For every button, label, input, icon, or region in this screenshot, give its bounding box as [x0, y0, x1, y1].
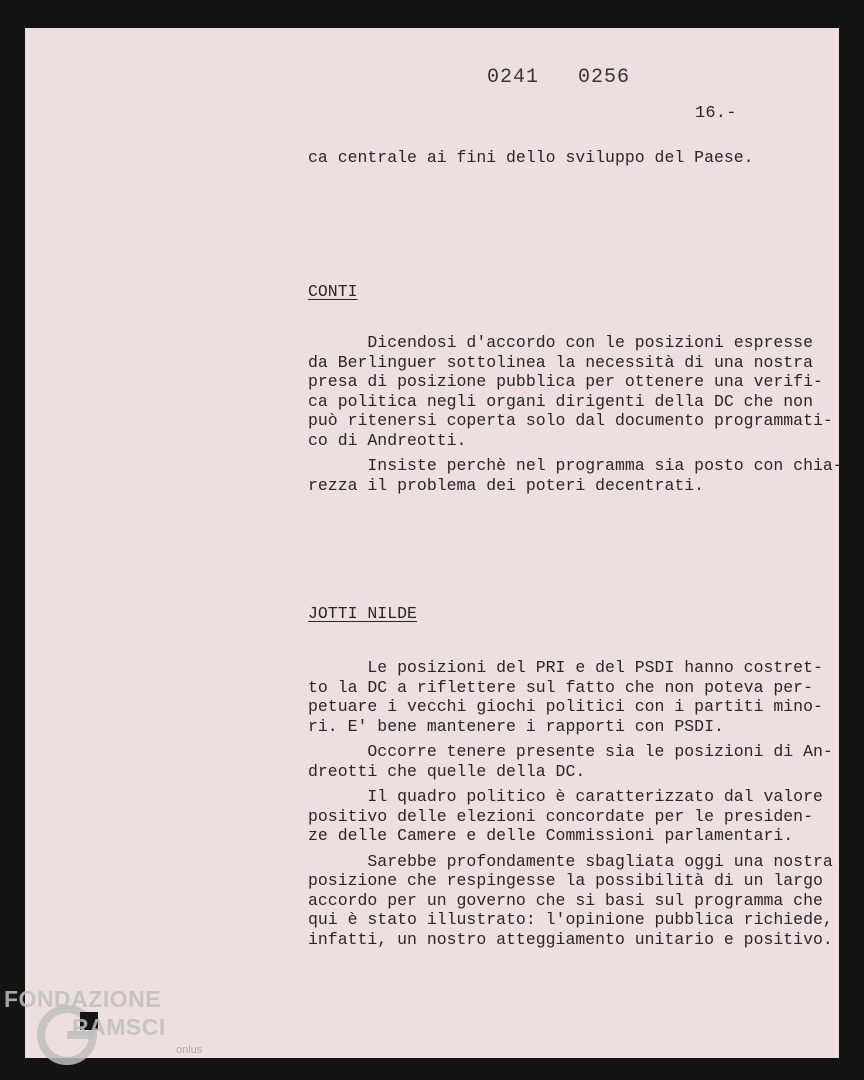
paragraph: Le posizioni del PRI e del PSDI hanno costret- to la DC a riflettere sul fatto che non poteva per- petuare i vecchi giochi politici con i partiti mino- ri. E' bene mantenere i rapporti con PSDI.: [308, 658, 823, 736]
paragraph: Insiste perchè nel programma sia posto con chia- rezza il problema dei poteri decentrati.: [308, 456, 843, 495]
paragraph: Dicendosi d'accordo con le posizioni espresse da Berlinguer sottolinea la necessità di una nostra presa di posizione pubblica per ottenere una verifi- ca politica negli organi dirigenti della DC che non può ritenersi coperta solo dal documento programmati- co di Andreotti.: [308, 333, 833, 450]
paragraph: Occorre tenere presente sia le posizioni di An- dreotti che quelle della DC.: [308, 742, 833, 781]
section-heading-jotti-nilde: JOTTI NILDE: [308, 604, 417, 623]
opening-line-block: [308, 148, 828, 168]
watermark-line-3: onlus: [176, 1044, 203, 1056]
section-jotti-body: [308, 658, 833, 949]
document-page: [25, 28, 843, 1058]
section-heading-conti: CONTI: [308, 282, 358, 301]
archive-number: 0241 0256: [487, 66, 631, 89]
page-number: 16.-: [695, 104, 737, 123]
paragraph: Sarebbe profondamente sbagliata oggi una nostra posizione che respingesse la possibilità di un largo accordo per un governo che si basi sul programma che qui è stato illustrato: l'opinione pubblica richiede, infatti, un nostro atteggiamento unitario e positivo.: [308, 851, 833, 949]
watermark-logo: [4, 984, 224, 1076]
section-conti-body: [308, 333, 843, 495]
watermark-line-2: RAMSCI: [72, 1014, 166, 1040]
opening-line: ca centrale ai fini dello sviluppo del Paese.: [308, 148, 754, 167]
paragraph: Il quadro politico è caratterizzato dal valore positivo delle elezioni concordate per le presiden- ze delle Camere e delle Commissioni parlamentari.: [308, 787, 823, 845]
watermark-line-1: FONDAZIONE: [4, 986, 162, 1012]
